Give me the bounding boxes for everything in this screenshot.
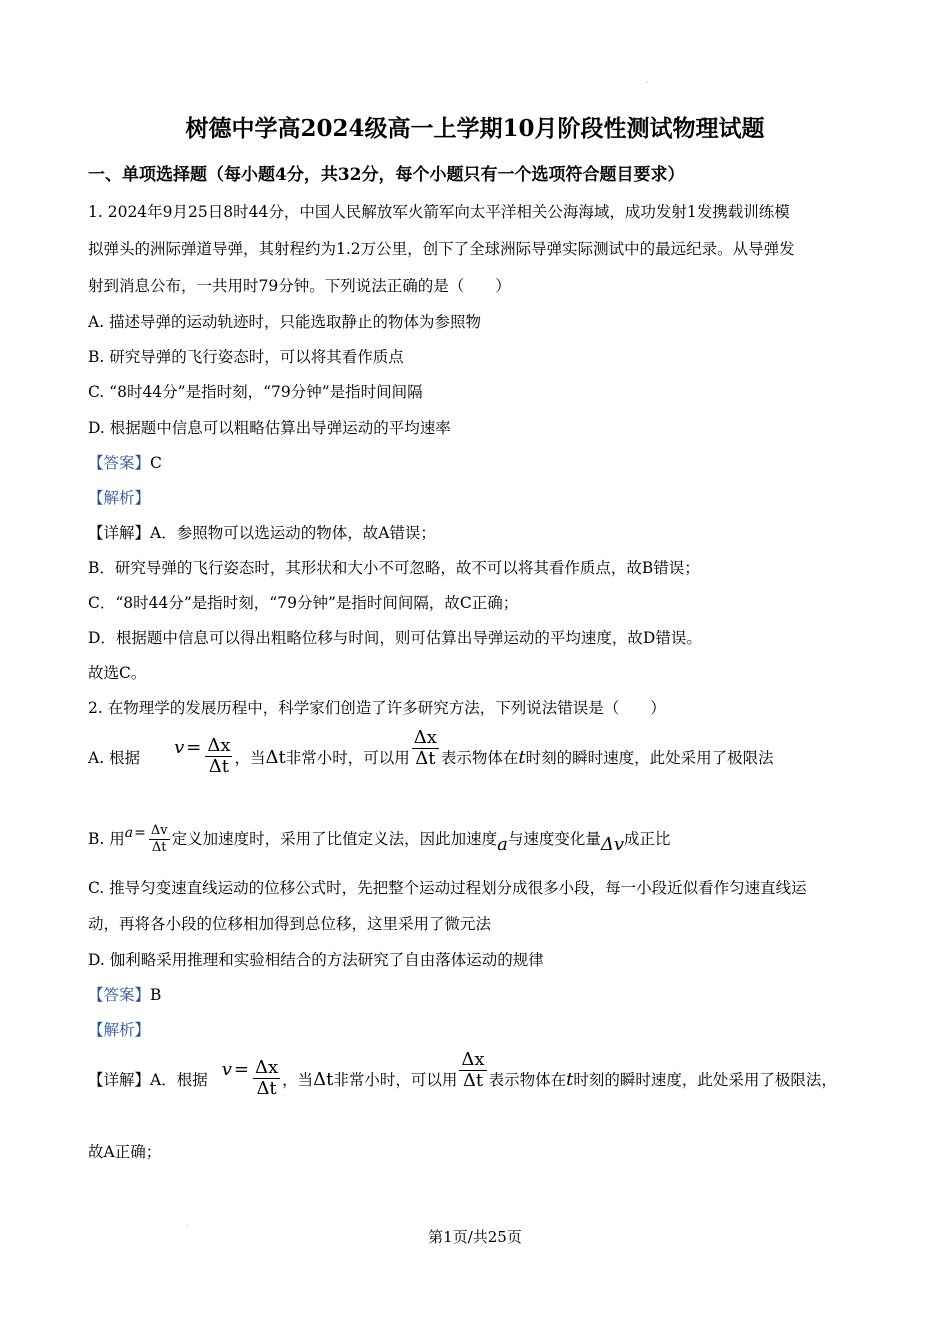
q2-analysis-tag: 【解析】 [88, 1021, 151, 1039]
q1-option-c: C. “8时44分”是指时刻，“79分钟”是指时间间隔 [88, 383, 423, 401]
q1-option-b: B. 研究导弹的飞行姿态时，可以将其看作质点 [88, 348, 404, 366]
fraction-dx-dt [459, 1050, 486, 1091]
detail-tag: 【详解】 [88, 524, 151, 542]
q1-detail-b: B．研究导弹的飞行姿态时，其形状和大小不可忽略，故不可以将其看作质点，故B错误； [88, 559, 700, 577]
q2-a-pre: A. 根据 [88, 749, 141, 767]
q2-detail-line-2: 故A正确； [88, 1143, 162, 1161]
q2-answer [88, 985, 161, 1005]
scan-dot: · [646, 78, 649, 87]
formula-dv: Δv [600, 834, 625, 855]
q2-detail-post: 时刻的瞬时速度，此处采用了极限法， [573, 1071, 837, 1089]
formula-t: t [518, 747, 526, 768]
q2-detail-pre: A．根据 [150, 1071, 208, 1089]
q2-option-a [88, 726, 774, 782]
fraction-dx-dt [412, 728, 439, 769]
formula-eq: = [134, 825, 146, 841]
fraction-numerator: Δx [413, 726, 437, 748]
q2-option-c-line-1: C. 推导匀变速直线运动的位移公式时，先把整个运动过程划分成很多小段，每一小段近似看作匀速直线运 [88, 879, 807, 897]
q2-b-mid1: 定义加速度时，采用了比值定义法，因此加速度 [171, 830, 498, 848]
q2-detail-mid3: 表示物体在 [488, 1071, 567, 1089]
fraction-numerator: Δv [150, 822, 168, 838]
formula-eq: = [186, 737, 202, 758]
page-footer: 第1页/共25页 [428, 1228, 522, 1246]
q2-option-b [88, 815, 671, 863]
q2-b-mid2: 与速度变化量 [507, 830, 601, 848]
q2-detail-mid2: 非常小时，可以用 [333, 1071, 458, 1089]
q2-a-mid3: 表示物体在 [440, 749, 519, 767]
fraction-numerator: Δx [254, 1056, 279, 1078]
q1-analysis-tag: 【解析】 [88, 489, 151, 507]
section-heading: 一、单项选择题（每小题4分，共32分，每个小题只有一个选项符合题目要求） [88, 165, 685, 185]
page-title: 树德中学高2024级高一上学期10月阶段性测试物理试题 [185, 115, 765, 142]
fraction-denominator: Δt [208, 755, 230, 777]
formula-a: a [497, 834, 508, 855]
q1-option-a: A. 描述导弹的运动轨迹时，只能选取静止的物体为参照物 [88, 313, 482, 331]
q2-a-mid2: 非常小时，可以用 [285, 749, 410, 767]
q1-option-d: D. 根据题中信息可以粗略估算出导弹运动的平均速率 [88, 419, 451, 437]
q2-b-post: 成正比 [624, 830, 671, 848]
formula-eq: = [233, 1059, 249, 1080]
formula-dt: Δt [265, 747, 286, 768]
q2-stem: 2. 在物理学的发展历程中，科学家们创造了许多研究方法，下列说法错误是（ ） [88, 699, 666, 717]
detail-tag: 【详解】 [88, 1071, 151, 1089]
q1-detail-d: D．根据题中信息可以得出粗略位移与时间，则可估算出导弹运动的平均速度，故D错误。 [88, 629, 702, 647]
q2-b-pre: B. 用 [88, 830, 125, 848]
q1-detail-a [88, 523, 436, 543]
fraction-dx-dt [253, 1058, 280, 1099]
formula-v: v [174, 737, 185, 758]
q1-stem-line-2: 拟弹头的洲际弹道导弹，其射程约为1.2万公里，创下了全球洲际导弹实际测试中的最远纪录。从导弹发 [88, 240, 795, 258]
q1-stem-line-3: 射到消息公布，一共用时79分钟。下列说法正确的是（ ） [88, 277, 511, 295]
fraction-denominator: Δt [256, 1077, 277, 1099]
fraction-numerator: Δx [461, 1048, 485, 1070]
answer-tag: 【答案】 [88, 986, 151, 1004]
answer-value: B [150, 986, 162, 1004]
fraction-denominator: Δt [462, 1069, 484, 1091]
fraction-dv-dt [149, 823, 170, 856]
fraction-numerator: Δx [207, 734, 231, 756]
fraction-denominator: Δt [151, 839, 167, 855]
q2-detail-mid1: ，当 [282, 1071, 314, 1089]
answer-value: C [150, 454, 162, 472]
answer-tag: 【答案】 [88, 454, 151, 472]
formula-v: v [221, 1059, 232, 1080]
q1-answer [88, 453, 162, 473]
q2-a-post: 时刻的瞬时速度，此处采用了极限法 [525, 749, 774, 767]
formula-t: t [566, 1069, 574, 1090]
q2-detail-a [88, 1048, 837, 1104]
q1-stem-line-1: 1. 2024年9月25日8时44分，中国人民解放军火箭军向太平洋相关公海海域，成功发射1发携载训练模 [88, 203, 790, 221]
formula-dt: Δt [313, 1069, 334, 1090]
formula-a: a [124, 825, 134, 841]
q2-option-c-line-2: 动，再将各小段的位移相加得到总位移，这里采用了微元法 [88, 915, 492, 933]
q1-conclusion: 故选C。 [88, 664, 147, 682]
fraction-dx-dt [205, 736, 232, 777]
fraction-denominator: Δt [415, 747, 436, 769]
q1-detail-c: C．“8时44分”是指时刻，“79分钟”是指时间间隔，故C正确； [88, 594, 519, 612]
detail-text: A．参照物可以选运动的物体，故A错误； [150, 524, 436, 542]
q2-a-mid1: ，当 [234, 749, 266, 767]
q2-option-d: D. 伽利略采用推理和实验相结合的方法研究了自由落体运动的规律 [88, 951, 544, 969]
scan-dot: · [186, 1222, 189, 1231]
